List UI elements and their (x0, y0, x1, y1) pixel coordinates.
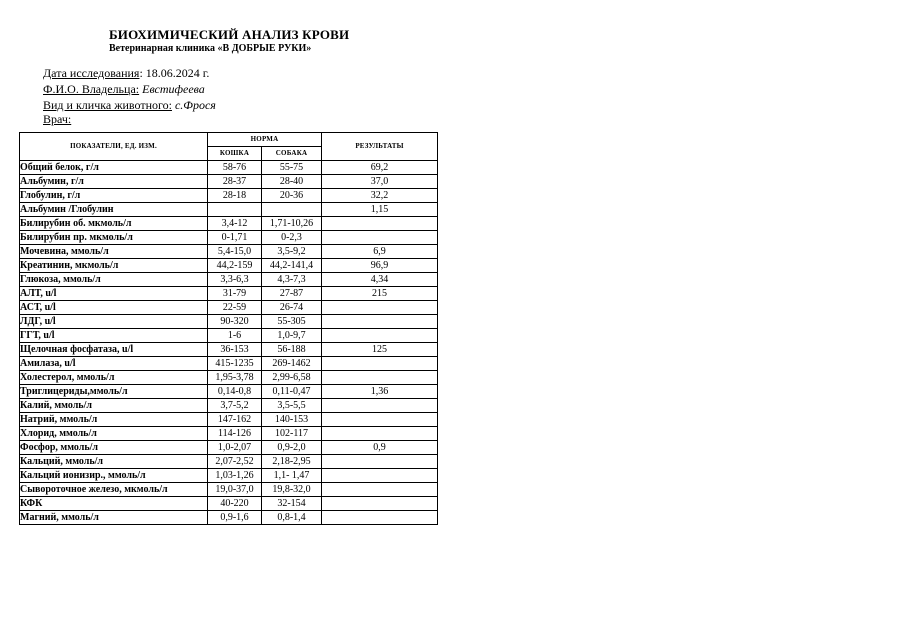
table-row (20, 357, 438, 371)
header-result: РЕЗУЛЬТАТЫ (322, 133, 438, 161)
blood-chemistry-table (19, 132, 438, 525)
result-cell: 37,0 (322, 175, 438, 189)
indicator-cell: Альбумин /Глобулин (20, 203, 208, 217)
result-cell: 1,15 (322, 203, 438, 217)
clinic-name: Ветеринарная клиника «В ДОБРЫЕ РУКИ» (109, 43, 312, 54)
result-cell: 0,9 (322, 441, 438, 455)
norm-dog-cell: 55-75 (262, 161, 322, 175)
indicator-cell: Калий, ммоль/л (20, 399, 208, 413)
result-cell: 96,9 (322, 259, 438, 273)
result-cell (322, 455, 438, 469)
norm-cat-cell: 0,9-1,6 (208, 511, 262, 525)
result-cell: 125 (322, 343, 438, 357)
norm-dog-cell: 102-117 (262, 427, 322, 441)
norm-dog-cell: 1,0-9,7 (262, 329, 322, 343)
owner-value: Евстифеева (139, 82, 205, 96)
norm-cat-cell: 90-320 (208, 315, 262, 329)
norm-dog-cell: 269-1462 (262, 357, 322, 371)
norm-cat-cell: 19,0-37,0 (208, 483, 262, 497)
indicator-cell: АСТ, u/l (20, 301, 208, 315)
result-cell: 6,9 (322, 245, 438, 259)
result-cell (322, 217, 438, 231)
norm-dog-cell: 56-188 (262, 343, 322, 357)
table-row (20, 273, 438, 287)
indicator-cell: Альбумин, г/л (20, 175, 208, 189)
result-cell (322, 371, 438, 385)
result-cell (322, 357, 438, 371)
table-row (20, 483, 438, 497)
indicator-cell: Креатинин, мкмоль/л (20, 259, 208, 273)
indicator-cell: Щелочная фосфатаза, u/l (20, 343, 208, 357)
norm-cat-cell: 1,0-2,07 (208, 441, 262, 455)
table-row (20, 399, 438, 413)
header-indicator: ПОКАЗАТЕЛИ, ЕД. ИЗМ. (20, 133, 208, 161)
norm-cat-cell: 114-126 (208, 427, 262, 441)
result-cell (322, 413, 438, 427)
result-cell: 1,36 (322, 385, 438, 399)
norm-cat-cell: 31-79 (208, 287, 262, 301)
table-row (20, 301, 438, 315)
table-row (20, 315, 438, 329)
norm-cat-cell: 0,14-0,8 (208, 385, 262, 399)
norm-dog-cell: 32-154 (262, 497, 322, 511)
table-row (20, 175, 438, 189)
table-row (20, 259, 438, 273)
norm-dog-cell: 3,5-9,2 (262, 245, 322, 259)
norm-cat-cell: 3,3-6,3 (208, 273, 262, 287)
meta-owner (43, 82, 205, 97)
indicator-cell: КФК (20, 497, 208, 511)
table-row (20, 413, 438, 427)
indicator-cell: Фосфор, ммоль/л (20, 441, 208, 455)
indicator-cell: Магний, ммоль/л (20, 511, 208, 525)
result-cell (322, 511, 438, 525)
norm-cat-cell: 22-59 (208, 301, 262, 315)
indicator-cell: Мочевина, ммоль/л (20, 245, 208, 259)
date-value: : 18.06.2024 г. (139, 66, 210, 80)
table-row (20, 511, 438, 525)
indicator-cell: Натрий, ммоль/л (20, 413, 208, 427)
indicator-cell: АЛТ, u/l (20, 287, 208, 301)
result-cell (322, 329, 438, 343)
animal-value: с.Фрося (171, 98, 216, 112)
table-row (20, 441, 438, 455)
table-row (20, 329, 438, 343)
table-row (20, 385, 438, 399)
indicator-cell: Глобулин, г/л (20, 189, 208, 203)
norm-cat-cell: 28-18 (208, 189, 262, 203)
norm-dog-cell: 4,3-7,3 (262, 273, 322, 287)
norm-dog-cell: 1,71-10,26 (262, 217, 322, 231)
result-cell: 69,2 (322, 161, 438, 175)
indicator-cell: Сывороточное железо, мкмоль/л (20, 483, 208, 497)
table-row (20, 343, 438, 357)
table-row (20, 203, 438, 217)
norm-cat-cell: 3,4-12 (208, 217, 262, 231)
indicator-cell: Общий белок, г/л (20, 161, 208, 175)
table-row (20, 189, 438, 203)
norm-dog-cell: 55-305 (262, 315, 322, 329)
norm-dog-cell: 2,18-2,95 (262, 455, 322, 469)
norm-dog-cell: 0,9-2,0 (262, 441, 322, 455)
meta-animal (43, 98, 216, 113)
table-row (20, 497, 438, 511)
owner-label: Ф.И.О. Владельца: (43, 82, 140, 96)
date-label: Дата исследования (43, 66, 140, 80)
norm-cat-cell: 28-37 (208, 175, 262, 189)
indicator-cell: Триглицериды,ммоль/л (20, 385, 208, 399)
norm-dog-cell (262, 203, 322, 217)
meta-doctor (43, 112, 71, 127)
meta-date (43, 66, 209, 81)
table-row (20, 371, 438, 385)
indicator-cell: Холестерол, ммоль/л (20, 371, 208, 385)
indicator-cell: ЛДГ, u/l (20, 315, 208, 329)
norm-cat-cell (208, 203, 262, 217)
norm-cat-cell: 1,95-3,78 (208, 371, 262, 385)
norm-dog-cell: 26-74 (262, 301, 322, 315)
header-dog: СОБАКА (262, 147, 322, 161)
norm-dog-cell: 44,2-141,4 (262, 259, 322, 273)
indicator-cell: ГГТ, u/l (20, 329, 208, 343)
norm-cat-cell: 36-153 (208, 343, 262, 357)
norm-cat-cell: 3,7-5,2 (208, 399, 262, 413)
document-title: БИОХИМИЧЕСКИЙ АНАЛИЗ КРОВИ (109, 27, 350, 42)
table-row (20, 245, 438, 259)
table-row (20, 287, 438, 301)
result-cell (322, 427, 438, 441)
indicator-cell: Хлорид, ммоль/л (20, 427, 208, 441)
norm-cat-cell: 1,03-1,26 (208, 469, 262, 483)
indicator-cell: Амилаза, u/l (20, 357, 208, 371)
result-cell (322, 469, 438, 483)
table-row (20, 469, 438, 483)
norm-dog-cell: 0,11-0,47 (262, 385, 322, 399)
norm-dog-cell: 28-40 (262, 175, 322, 189)
result-cell (322, 231, 438, 245)
indicator-cell: Кальций, ммоль/л (20, 455, 208, 469)
norm-dog-cell: 27-87 (262, 287, 322, 301)
table-row (20, 217, 438, 231)
norm-dog-cell: 0,8-1,4 (262, 511, 322, 525)
table-row (20, 455, 438, 469)
result-cell: 32,2 (322, 189, 438, 203)
norm-dog-cell: 0-2,3 (262, 231, 322, 245)
result-cell (322, 483, 438, 497)
result-cell (322, 315, 438, 329)
result-cell: 4,34 (322, 273, 438, 287)
indicator-cell: Кальций ионизир., ммоль/л (20, 469, 208, 483)
table-row (20, 231, 438, 245)
table-row (20, 427, 438, 441)
norm-cat-cell: 0-1,71 (208, 231, 262, 245)
result-cell (322, 399, 438, 413)
animal-label: Вид и кличка животного: (43, 98, 172, 112)
norm-dog-cell: 3,5-5,5 (262, 399, 322, 413)
norm-cat-cell: 58-76 (208, 161, 262, 175)
header-norm: НОРМА (208, 133, 322, 147)
norm-cat-cell: 415-1235 (208, 357, 262, 371)
norm-cat-cell: 2,07-2,52 (208, 455, 262, 469)
norm-cat-cell: 44,2-159 (208, 259, 262, 273)
result-cell (322, 497, 438, 511)
table-row (20, 161, 438, 175)
norm-dog-cell: 1,1- 1,47 (262, 469, 322, 483)
norm-dog-cell: 19,8-32,0 (262, 483, 322, 497)
indicator-cell: Билирубин об. мкмоль/л (20, 217, 208, 231)
header-cat: КОШКА (208, 147, 262, 161)
norm-cat-cell: 40-220 (208, 497, 262, 511)
norm-dog-cell: 20-36 (262, 189, 322, 203)
result-cell (322, 301, 438, 315)
norm-cat-cell: 147-162 (208, 413, 262, 427)
result-cell: 215 (322, 287, 438, 301)
indicator-cell: Глюкоза, ммоль/л (20, 273, 208, 287)
norm-dog-cell: 2,99-6,58 (262, 371, 322, 385)
indicator-cell: Билирубин пр. мкмоль/л (20, 231, 208, 245)
norm-cat-cell: 5,4-15,0 (208, 245, 262, 259)
norm-dog-cell: 140-153 (262, 413, 322, 427)
doctor-label: Врач: (43, 112, 72, 126)
norm-cat-cell: 1-6 (208, 329, 262, 343)
